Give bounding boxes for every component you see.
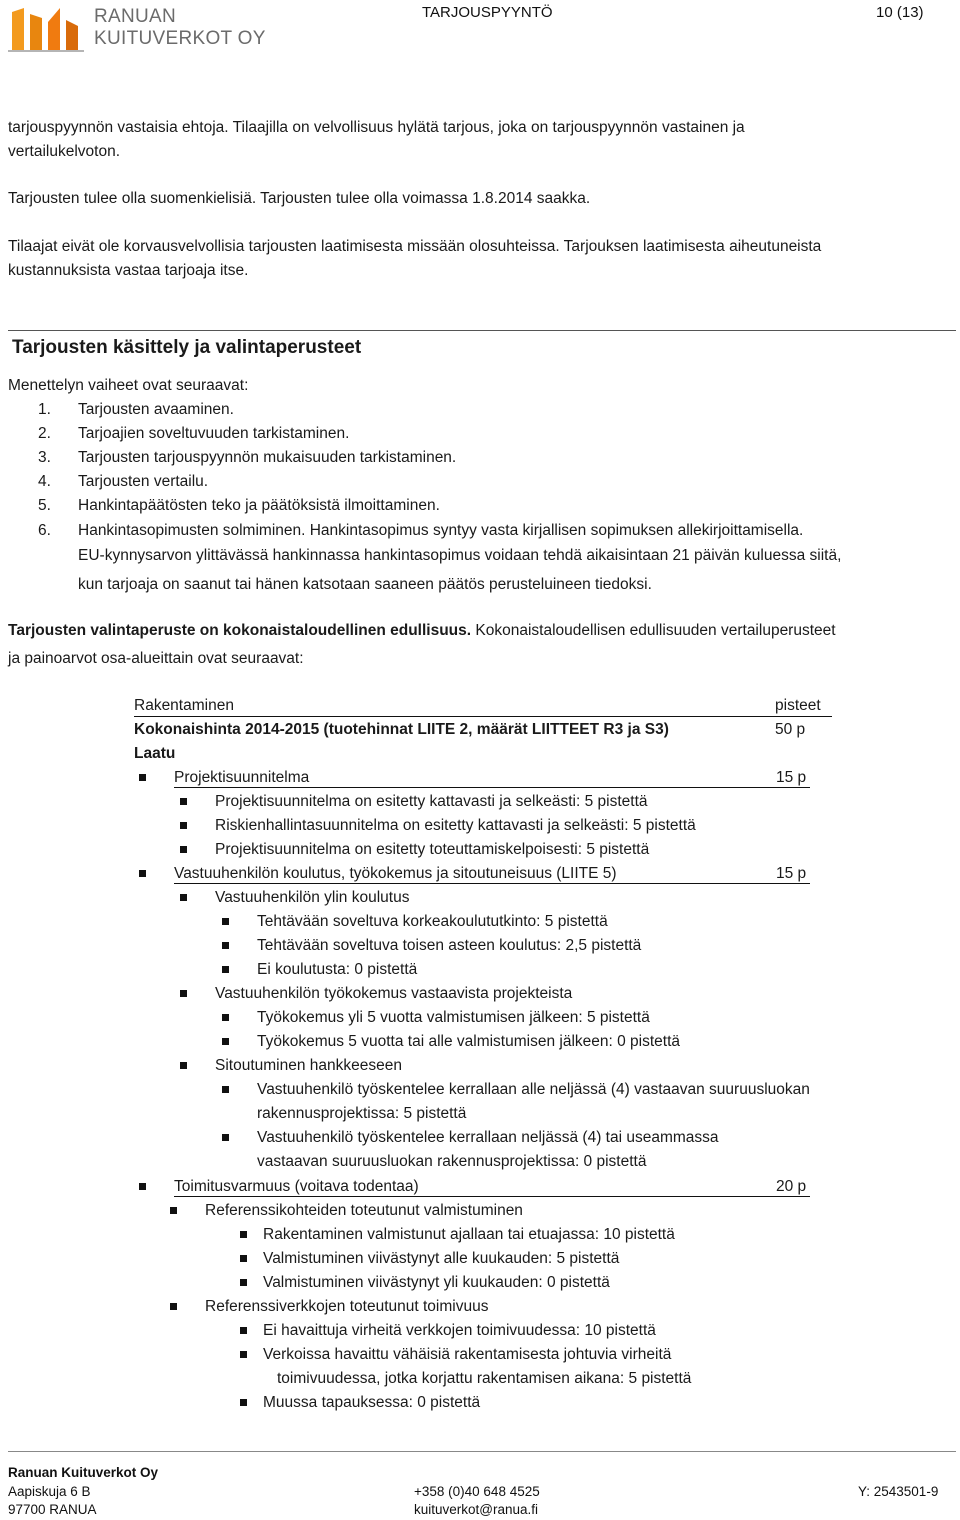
bullet-square-icon: [222, 1086, 229, 1093]
footer-phone: +358 (0)40 648 4525: [414, 1484, 540, 1499]
head-underline: [134, 716, 832, 717]
section-divider: [8, 330, 956, 331]
plan-points: 15 p: [776, 769, 807, 786]
criteria-bold: Tarjousten valintaperuste on kokonaistaloudellinen edullisuus.: [8, 622, 472, 639]
commitment-item-1: Vastuuhenkilö työskentelee kerrallaan alle neljässä (4) vastaavan suuruusluokan: [257, 1081, 810, 1098]
bullet-square-icon: [180, 1062, 187, 1069]
network-item: Verkoissa havaittu vähäisiä rakentamisesta johtuvia virheitä: [263, 1346, 672, 1363]
company-logo: [8, 4, 86, 52]
step-6-continuation-1: EU-kynnysarvon ylittävässä hankinnassa hankintasopimus voidaan tehdä aikaisintaan 21 päivän kuluessa siitä,: [78, 547, 842, 564]
intro-line-2: vertailukelvoton.: [8, 143, 121, 160]
step-text: Hankintapäätösten teko ja päätöksistä ilmoittaminen.: [78, 497, 440, 514]
bullet-square-icon: [240, 1399, 247, 1406]
cost-line-2: kustannuksista vastaa tarjoaja itse.: [8, 262, 249, 279]
step-num: 6.: [38, 522, 51, 539]
steps-intro: Menettelyn vaiheet ovat seuraavat:: [8, 377, 249, 394]
commitment-item-2: Vastuuhenkilö työskentelee kerrallaan neljässä (4) tai useammassa: [257, 1129, 719, 1146]
bullet-square-icon: [240, 1279, 247, 1286]
company-logo-text: [94, 6, 266, 50]
network-subcriterion: Referenssiverkkojen toteutunut toimivuus: [205, 1298, 489, 1315]
education-subcriterion: Vastuuhenkilön ylin koulutus: [215, 889, 410, 906]
criteria-intro-line-2: ja painoarvot osa-alueittain ovat seuraavat:: [8, 650, 304, 667]
bullet-square-icon: [240, 1255, 247, 1262]
step-num: 2.: [38, 425, 51, 442]
plan-item: Projektisuunnitelma on esitetty kattavasti ja selkeästi: 5 pistettä: [215, 793, 648, 810]
reference-item: Valmistuminen viivästynyt alle kuukauden: 5 pistettä: [263, 1250, 620, 1267]
step-6-continuation-2: kun tarjoaja on saanut tai hänen katsotaan saaneen päätös perusteluineen tiedoksi.: [78, 576, 652, 593]
bullet-square-icon: [180, 798, 187, 805]
bullet-square-icon: [222, 942, 229, 949]
network-item: Ei havaittuja virheitä verkkojen toimivuudessa: 10 pistettä: [263, 1322, 656, 1339]
price-points: 50 p: [775, 721, 806, 738]
bullet-square-icon: [180, 894, 187, 901]
logo-line-1: RANUAN: [94, 6, 177, 27]
footer-postal: 97700 RANUA: [8, 1502, 97, 1517]
step-text: Tarjousten vertailu.: [78, 473, 209, 490]
bullet-square-icon: [240, 1327, 247, 1334]
page-number: 10 (13): [876, 4, 924, 21]
footer-divider: [8, 1451, 956, 1452]
logo-line-2: KUITUVERKOT OY: [94, 28, 266, 49]
staff-points: 15 p: [776, 865, 807, 882]
plan-item: Projektisuunnitelma on esitetty toteuttamiskelpoisesti: 5 pistettä: [215, 841, 650, 858]
plan-criterion: Projektisuunnitelma: [174, 769, 310, 786]
footer-email[interactable]: kuituverkot@ranua.fi: [414, 1502, 539, 1517]
bullet-square-icon: [180, 846, 187, 853]
plan-underline: [174, 787, 810, 788]
bullet-square-icon: [222, 1134, 229, 1141]
step-num: 4.: [38, 473, 51, 490]
network-item-cont: toimivuudessa, jotka korjattu rakentamisen aikana: 5 pistettä: [277, 1370, 692, 1387]
criteria-head-right: pisteet: [775, 697, 821, 714]
criteria-intro: [8, 622, 836, 640]
step-text: Tarjoajien soveltuvuuden tarkistaminen.: [78, 425, 350, 442]
experience-subcriterion: Vastuuhenkilön työkokemus vastaavista projekteista: [215, 985, 573, 1002]
bullet-square-icon: [170, 1303, 177, 1310]
footer-business-id: Y: 2543501-9: [858, 1484, 939, 1499]
bullet-square-icon: [222, 1014, 229, 1021]
commitment-item-2-cont: vastaavan suuruusluokan rakennusprojektissa: 0 pistettä: [257, 1153, 647, 1170]
intro-line-1: tarjouspyynnön vastaisia ehtoja. Tilaajilla on velvollisuus hylätä tarjous, joka on tarjouspyynnön vastainen ja: [8, 119, 745, 136]
step-num: 1.: [38, 401, 51, 418]
step-text: Tarjousten tarjouspyynnön mukaisuuden tarkistaminen.: [78, 449, 457, 466]
bullet-square-icon: [240, 1351, 247, 1358]
price-criterion: Kokonaishinta 2014-2015 (tuotehinnat LIITE 2, määrät LIITTEET R3 ja S3): [134, 721, 669, 738]
education-item: Tehtävään soveltuva toisen asteen koulutus: 2,5 pistettä: [257, 937, 642, 954]
delivery-underline: [174, 1196, 810, 1197]
plan-item: Riskienhallintasuunnitelma on esitetty kattavasti ja selkeästi: 5 pistettä: [215, 817, 696, 834]
step-num: 3.: [38, 449, 51, 466]
bullet-square-icon: [139, 870, 146, 877]
language-validity: Tarjousten tulee olla suomenkielisiä. Tarjousten tulee olla voimassa 1.8.2014 saakka.: [8, 190, 591, 207]
reference-item: Rakentaminen valmistunut ajallaan tai etuajassa: 10 pistettä: [263, 1226, 675, 1243]
education-item: Tehtävään soveltuva korkeakoulututkinto: 5 pistettä: [257, 913, 608, 930]
experience-item: Työkokemus yli 5 vuotta valmistumisen jälkeen: 5 pistettä: [257, 1009, 650, 1026]
bullet-square-icon: [222, 918, 229, 925]
footer-street: Aapiskuja 6 B: [8, 1484, 91, 1499]
criteria-rest: Kokonaistaloudellisen edullisuuden vertailuperusteet: [471, 622, 836, 639]
footer-company: Ranuan Kuituverkot Oy: [8, 1465, 159, 1480]
delivery-criterion: Toimitusvarmuus (voitava todentaa): [174, 1178, 419, 1195]
bullet-square-icon: [222, 1038, 229, 1045]
bullet-square-icon: [222, 966, 229, 973]
criteria-head-left: Rakentaminen: [134, 697, 234, 714]
step-num: 5.: [38, 497, 51, 514]
education-item: Ei koulutusta: 0 pistettä: [257, 961, 418, 978]
section-title: Tarjousten käsittely ja valintaperusteet: [12, 337, 362, 358]
bullet-square-icon: [170, 1207, 177, 1214]
reference-item: Valmistuminen viivästynyt yli kuukauden: 0 pistettä: [263, 1274, 610, 1291]
step-text: Tarjousten avaaminen.: [78, 401, 234, 418]
staff-criterion: Vastuuhenkilön koulutus, työkokemus ja sitoutuneisuus (LIITE 5): [174, 865, 617, 882]
delivery-points: 20 p: [776, 1178, 807, 1195]
experience-item: Työkokemus 5 vuotta tai alle valmistumisen jälkeen: 0 pistettä: [257, 1033, 681, 1050]
document-title: TARJOUSPYYNTÖ: [422, 4, 553, 21]
step-text: Hankintasopimusten solmiminen. Hankintasopimus syntyy vasta kirjallisen sopimuksen allekirjoittamisella.: [78, 522, 804, 539]
bullet-square-icon: [240, 1231, 247, 1238]
reference-subcriterion: Referenssikohteiden toteutunut valmistuminen: [205, 1202, 523, 1219]
quality-heading: Laatu: [134, 745, 176, 762]
bullet-square-icon: [139, 774, 146, 781]
cost-line-1: Tilaajat eivät ole korvausvelvollisia tarjousten laatimisesta missään olosuhteissa. Tarjouksen laatimisesta aiheutuneista: [8, 238, 822, 255]
commitment-item-1-cont: rakennusprojektissa: 5 pistettä: [257, 1105, 467, 1122]
network-item: Muussa tapauksessa: 0 pistettä: [263, 1394, 481, 1411]
commitment-subcriterion: Sitoutuminen hankkeeseen: [215, 1057, 402, 1074]
bullet-square-icon: [180, 822, 187, 829]
staff-underline: [174, 883, 810, 884]
bullet-square-icon: [180, 990, 187, 997]
bullet-square-icon: [139, 1183, 146, 1190]
